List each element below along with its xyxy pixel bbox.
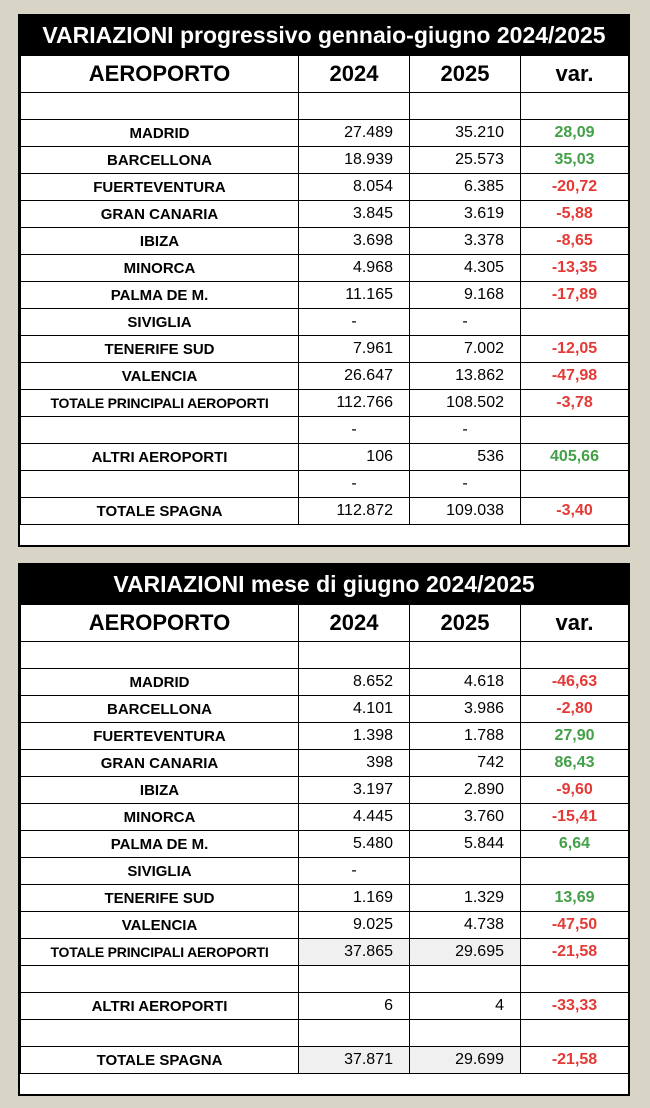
variation-cell — [521, 1020, 629, 1047]
value-2024-cell: 6 — [299, 993, 410, 1020]
table-title: VARIAZIONI progressivo gennaio-giugno 2024/2025 — [20, 16, 628, 55]
value-2025-cell: 1.329 — [410, 885, 521, 912]
table-row — [21, 912, 629, 939]
table-row — [21, 282, 629, 309]
table-row — [21, 120, 629, 147]
airport-name-cell: IBIZA — [21, 777, 299, 804]
table-row — [21, 147, 629, 174]
variation-cell: -8,65 — [521, 228, 629, 255]
variation-cell: 35,03 — [521, 147, 629, 174]
table-row — [21, 831, 629, 858]
value-2025-cell: 29.699 — [410, 1047, 521, 1074]
value-2024-cell: 4.968 — [299, 255, 410, 282]
variation-cell: -17,89 — [521, 282, 629, 309]
table-row — [21, 696, 629, 723]
airport-name-cell: TOTALE SPAGNA — [21, 498, 299, 525]
value-2025-cell: 35.210 — [410, 120, 521, 147]
value-2024-cell: 3.845 — [299, 201, 410, 228]
airport-name-cell: SIVIGLIA — [21, 309, 299, 336]
table-row — [21, 417, 629, 444]
variation-cell: 28,09 — [521, 120, 629, 147]
airport-name-cell: GRAN CANARIA — [21, 201, 299, 228]
table-row — [21, 444, 629, 471]
table-row — [21, 723, 629, 750]
header-var: var. — [521, 56, 629, 93]
value-2025-cell: 13.862 — [410, 363, 521, 390]
value-2024-cell — [299, 642, 410, 669]
header-var: var. — [521, 605, 629, 642]
value-2024-cell — [299, 966, 410, 993]
value-2025-cell: 109.038 — [410, 498, 521, 525]
variation-cell — [521, 471, 629, 498]
value-2025-cell: 29.695 — [410, 939, 521, 966]
variation-cell: -3,78 — [521, 390, 629, 417]
variation-cell: 405,66 — [521, 444, 629, 471]
value-2024-cell: 3.698 — [299, 228, 410, 255]
value-2025-cell: 3.378 — [410, 228, 521, 255]
variation-cell: -9,60 — [521, 777, 629, 804]
airport-name-cell: TOTALE PRINCIPALI AEROPORTI — [21, 939, 299, 966]
header-row — [21, 56, 629, 93]
header-2024: 2024 — [299, 605, 410, 642]
variation-cell: -46,63 — [521, 669, 629, 696]
variation-cell — [521, 309, 629, 336]
airport-name-cell: PALMA DE M. — [21, 831, 299, 858]
value-2024-cell: 112.872 — [299, 498, 410, 525]
table-row — [21, 642, 629, 669]
table-row — [21, 336, 629, 363]
value-2024-cell: 7.961 — [299, 336, 410, 363]
value-2025-cell: 4.738 — [410, 912, 521, 939]
value-2025-cell: 5.844 — [410, 831, 521, 858]
airport-name-cell: BARCELLONA — [21, 696, 299, 723]
airport-name-cell: TOTALE SPAGNA — [21, 1047, 299, 1074]
value-2025-cell: 7.002 — [410, 336, 521, 363]
value-2025-cell: 25.573 — [410, 147, 521, 174]
header-2024: 2024 — [299, 56, 410, 93]
value-2024-cell: - — [299, 417, 410, 444]
variation-cell: -12,05 — [521, 336, 629, 363]
variation-cell: -13,35 — [521, 255, 629, 282]
variation-cell: -2,80 — [521, 696, 629, 723]
value-2024-cell: 1.398 — [299, 723, 410, 750]
value-2024-cell: 9.025 — [299, 912, 410, 939]
variation-cell — [521, 642, 629, 669]
airport-name-cell — [21, 1020, 299, 1047]
variation-cell: -3,40 — [521, 498, 629, 525]
table-row — [21, 966, 629, 993]
data-table — [20, 55, 629, 525]
variation-cell: 13,69 — [521, 885, 629, 912]
value-2024-cell: 1.169 — [299, 885, 410, 912]
value-2025-cell: 3.619 — [410, 201, 521, 228]
value-2025-cell: - — [410, 471, 521, 498]
value-2025-cell — [410, 642, 521, 669]
airport-name-cell — [21, 417, 299, 444]
table-row — [21, 777, 629, 804]
value-2025-cell — [410, 1020, 521, 1047]
table-row — [21, 498, 629, 525]
variation-cell: 6,64 — [521, 831, 629, 858]
airport-name-cell: MADRID — [21, 669, 299, 696]
value-2025-cell: 536 — [410, 444, 521, 471]
airport-name-cell: FUERTEVENTURA — [21, 723, 299, 750]
table-row — [21, 93, 629, 120]
variation-cell — [521, 858, 629, 885]
airport-name-cell: VALENCIA — [21, 912, 299, 939]
data-table — [20, 604, 629, 1074]
value-2024-cell: 18.939 — [299, 147, 410, 174]
value-2024-cell: 26.647 — [299, 363, 410, 390]
value-2024-cell: - — [299, 309, 410, 336]
value-2025-cell: 2.890 — [410, 777, 521, 804]
value-2024-cell: 37.871 — [299, 1047, 410, 1074]
value-2025-cell: 4.305 — [410, 255, 521, 282]
airport-name-cell: ALTRI AEROPORTI — [21, 993, 299, 1020]
header-airport: AEROPORTO — [21, 56, 299, 93]
table-row — [21, 255, 629, 282]
airport-name-cell — [21, 471, 299, 498]
value-2024-cell: 4.101 — [299, 696, 410, 723]
header-2025: 2025 — [410, 605, 521, 642]
value-2025-cell: 3.986 — [410, 696, 521, 723]
airport-name-cell: IBIZA — [21, 228, 299, 255]
value-2024-cell: 3.197 — [299, 777, 410, 804]
table-row — [21, 1047, 629, 1074]
value-2024-cell: 8.652 — [299, 669, 410, 696]
airport-name-cell — [21, 642, 299, 669]
table-row — [21, 669, 629, 696]
variation-cell — [521, 966, 629, 993]
table-row — [21, 363, 629, 390]
header-airport: AEROPORTO — [21, 605, 299, 642]
value-2025-cell: 4.618 — [410, 669, 521, 696]
variation-cell: -47,50 — [521, 912, 629, 939]
june-table-panel — [18, 563, 630, 1096]
table-title: VARIAZIONI mese di giugno 2024/2025 — [20, 565, 628, 604]
table-body — [21, 93, 629, 525]
variation-cell: -33,33 — [521, 993, 629, 1020]
airport-name-cell: MINORCA — [21, 804, 299, 831]
value-2024-cell: 398 — [299, 750, 410, 777]
airport-name-cell — [21, 966, 299, 993]
value-2025-cell — [410, 93, 521, 120]
airport-name-cell — [21, 93, 299, 120]
value-2024-cell — [299, 1020, 410, 1047]
value-2024-cell: - — [299, 471, 410, 498]
table-row — [21, 804, 629, 831]
value-2024-cell: 8.054 — [299, 174, 410, 201]
airport-name-cell: MINORCA — [21, 255, 299, 282]
value-2024-cell: 4.445 — [299, 804, 410, 831]
header-2025: 2025 — [410, 56, 521, 93]
table-row — [21, 858, 629, 885]
value-2025-cell — [410, 858, 521, 885]
value-2024-cell: - — [299, 858, 410, 885]
value-2025-cell: 108.502 — [410, 390, 521, 417]
variation-cell: -47,98 — [521, 363, 629, 390]
value-2025-cell — [410, 966, 521, 993]
variation-cell — [521, 93, 629, 120]
variation-cell: -20,72 — [521, 174, 629, 201]
airport-name-cell: TENERIFE SUD — [21, 336, 299, 363]
airport-name-cell: MADRID — [21, 120, 299, 147]
value-2025-cell: - — [410, 309, 521, 336]
variation-cell: 86,43 — [521, 750, 629, 777]
value-2024-cell: 106 — [299, 444, 410, 471]
airport-name-cell: BARCELLONA — [21, 147, 299, 174]
airport-name-cell: GRAN CANARIA — [21, 750, 299, 777]
variation-cell: -21,58 — [521, 939, 629, 966]
table-row — [21, 201, 629, 228]
table-row — [21, 228, 629, 255]
variation-cell: -21,58 — [521, 1047, 629, 1074]
airport-name-cell: ALTRI AEROPORTI — [21, 444, 299, 471]
table-row — [21, 993, 629, 1020]
airport-name-cell: TOTALE PRINCIPALI AEROPORTI — [21, 390, 299, 417]
table-body — [21, 642, 629, 1074]
value-2025-cell: 6.385 — [410, 174, 521, 201]
variation-cell: -15,41 — [521, 804, 629, 831]
table-row — [21, 939, 629, 966]
airport-name-cell: VALENCIA — [21, 363, 299, 390]
variation-cell: 27,90 — [521, 723, 629, 750]
value-2025-cell: 742 — [410, 750, 521, 777]
value-2024-cell: 11.165 — [299, 282, 410, 309]
airport-name-cell: TENERIFE SUD — [21, 885, 299, 912]
table-row — [21, 309, 629, 336]
progressive-table-panel — [18, 14, 630, 547]
table-row — [21, 471, 629, 498]
value-2024-cell: 27.489 — [299, 120, 410, 147]
airport-name-cell: SIVIGLIA — [21, 858, 299, 885]
value-2024-cell — [299, 93, 410, 120]
variation-cell — [521, 417, 629, 444]
value-2025-cell: - — [410, 417, 521, 444]
table-row — [21, 174, 629, 201]
table-row — [21, 750, 629, 777]
airport-name-cell: PALMA DE M. — [21, 282, 299, 309]
value-2025-cell: 1.788 — [410, 723, 521, 750]
value-2025-cell: 9.168 — [410, 282, 521, 309]
value-2025-cell: 4 — [410, 993, 521, 1020]
value-2025-cell: 3.760 — [410, 804, 521, 831]
value-2024-cell: 5.480 — [299, 831, 410, 858]
table-row — [21, 390, 629, 417]
value-2024-cell: 112.766 — [299, 390, 410, 417]
table-row — [21, 885, 629, 912]
table-row — [21, 1020, 629, 1047]
airport-name-cell: FUERTEVENTURA — [21, 174, 299, 201]
variation-cell: -5,88 — [521, 201, 629, 228]
header-row — [21, 605, 629, 642]
value-2024-cell: 37.865 — [299, 939, 410, 966]
